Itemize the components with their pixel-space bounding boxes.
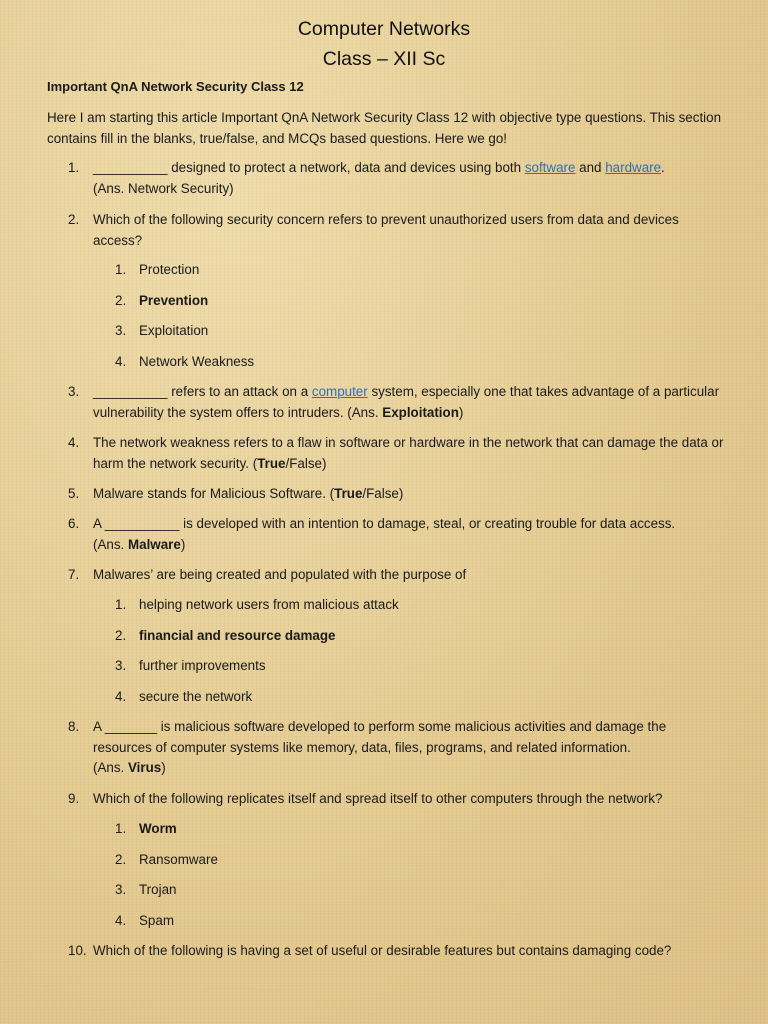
option-label: Exploitation xyxy=(139,323,209,338)
answer-text: (Ans. xyxy=(93,536,128,552)
page-subtitle: Class – XII Sc xyxy=(322,48,446,70)
option xyxy=(115,321,208,341)
answer-text: (Ans. Network Security) xyxy=(93,180,234,196)
option-number: 3. xyxy=(115,323,127,338)
question-text: refers to an attack on a xyxy=(167,384,312,399)
answer-value: Malware xyxy=(127,536,181,552)
question-text: Which of the following security concern refers to prevent unauthorized users from data and devices access? xyxy=(93,212,679,248)
option xyxy=(115,352,254,372)
question-text: designed to protect a network, data and devices using both xyxy=(167,160,525,175)
option xyxy=(115,260,199,280)
option-number: 2. xyxy=(115,852,127,867)
question-7 xyxy=(68,565,728,586)
question-8 xyxy=(68,717,728,779)
blank: __________ xyxy=(104,516,180,531)
option-label: Trojan xyxy=(139,882,177,897)
computer-link[interactable]: computer xyxy=(311,384,368,399)
question-number: 9. xyxy=(68,791,80,806)
question-9 xyxy=(68,789,728,810)
question-text: /False) xyxy=(285,455,327,471)
hardware-link[interactable]: hardware xyxy=(605,160,662,175)
option xyxy=(115,850,218,870)
question-number: 2. xyxy=(68,212,80,227)
question-number: 6. xyxy=(68,516,80,531)
question-text: Malwares’ are being created and populated with the purpose of xyxy=(93,567,467,582)
blank: __________ xyxy=(93,160,168,175)
option xyxy=(115,911,174,931)
question-text: Which of the following replicates itself and spread itself to other computers through the network? xyxy=(93,791,663,806)
question-text: ) xyxy=(458,404,464,420)
answer-text: True xyxy=(334,486,363,501)
option-label-correct: Worm xyxy=(139,821,177,836)
question-number: 8. xyxy=(68,719,80,734)
option-number: 2. xyxy=(115,293,127,308)
question-3 xyxy=(68,382,728,423)
question-number: 3. xyxy=(68,384,80,399)
intro-paragraph: Here I am starting this article Important QnA Network Security Class 12 with objective type questions. This section contains fill in the blanks, true/false, and MCQs based questions. Here we go! xyxy=(47,110,722,146)
option xyxy=(115,626,335,646)
question-number: 4. xyxy=(68,435,80,450)
option xyxy=(115,880,176,900)
option-number: 1. xyxy=(115,262,127,277)
question-5 xyxy=(68,484,728,505)
option-number: 4. xyxy=(115,913,127,928)
section-heading: Important QnA Network Security Class 12 xyxy=(47,79,304,94)
question-number: 1. xyxy=(68,160,80,175)
question-text: The network weakness refers to a flaw in software or hardware in the network that can damage the data or harm the network security. ( xyxy=(93,435,724,471)
software-link[interactable]: software xyxy=(524,160,576,175)
option-number: 3. xyxy=(115,882,127,897)
answer-value: Virus xyxy=(127,760,162,775)
question-text: and xyxy=(575,160,606,175)
option-label: Spam xyxy=(139,913,174,928)
option xyxy=(115,656,266,676)
option xyxy=(115,819,177,839)
option xyxy=(115,291,208,311)
option-number: 1. xyxy=(115,597,127,612)
blank: _______ xyxy=(104,719,158,734)
question-text: A xyxy=(93,516,105,531)
option-number: 4. xyxy=(115,354,127,369)
answer-text: ) xyxy=(161,760,166,775)
answer-text: (Ans. xyxy=(93,760,128,775)
answer-text: ) xyxy=(180,536,186,552)
option-number: 3. xyxy=(115,658,127,673)
answer-text: True xyxy=(257,455,286,471)
question-text: /False) xyxy=(362,486,404,501)
question-text: is malicious software developed to perform some malicious activities and damage the resources of computer systems like memory, data, files, programs, and related information. xyxy=(93,719,667,755)
question-1 xyxy=(68,158,728,199)
option xyxy=(115,687,252,707)
option-label: Ransomware xyxy=(139,852,218,867)
question-text: Which of the following is having a set of useful or desirable features but contains damaging code? xyxy=(93,943,672,958)
option-label: further improvements xyxy=(139,658,266,673)
question-text: is developed with an intention to damage, steal, or creating trouble for data access. xyxy=(179,516,676,531)
question-text: system, especially one that takes advantage of a particular vulnerability the system offers to intruders. (Ans. xyxy=(93,384,720,420)
option-label-correct: Prevention xyxy=(139,293,209,308)
question-number: 5. xyxy=(68,486,80,501)
option-label: helping network users from malicious attack xyxy=(139,597,399,612)
answer-text: Exploitation xyxy=(382,404,459,420)
option-number: 1. xyxy=(115,821,127,836)
option-number: 2. xyxy=(115,628,127,643)
page-title: Computer Networks xyxy=(297,18,471,40)
option-number: 4. xyxy=(115,689,127,704)
question-number: 10. xyxy=(68,943,87,958)
option-label: Protection xyxy=(139,262,200,277)
blank: __________ xyxy=(93,384,168,399)
question-6 xyxy=(68,514,728,555)
question-4 xyxy=(68,433,728,474)
option xyxy=(115,595,399,615)
question-text: A xyxy=(93,719,105,734)
option-label-correct: financial and resource damage xyxy=(139,628,336,643)
question-text: . xyxy=(661,160,665,175)
option-label: secure the network xyxy=(139,689,253,704)
question-10 xyxy=(68,941,728,962)
question-2 xyxy=(68,210,728,251)
question-text: Malware stands for Malicious Software. ( xyxy=(93,486,335,501)
question-number: 7. xyxy=(68,567,80,582)
option-label: Network Weakness xyxy=(139,354,255,369)
